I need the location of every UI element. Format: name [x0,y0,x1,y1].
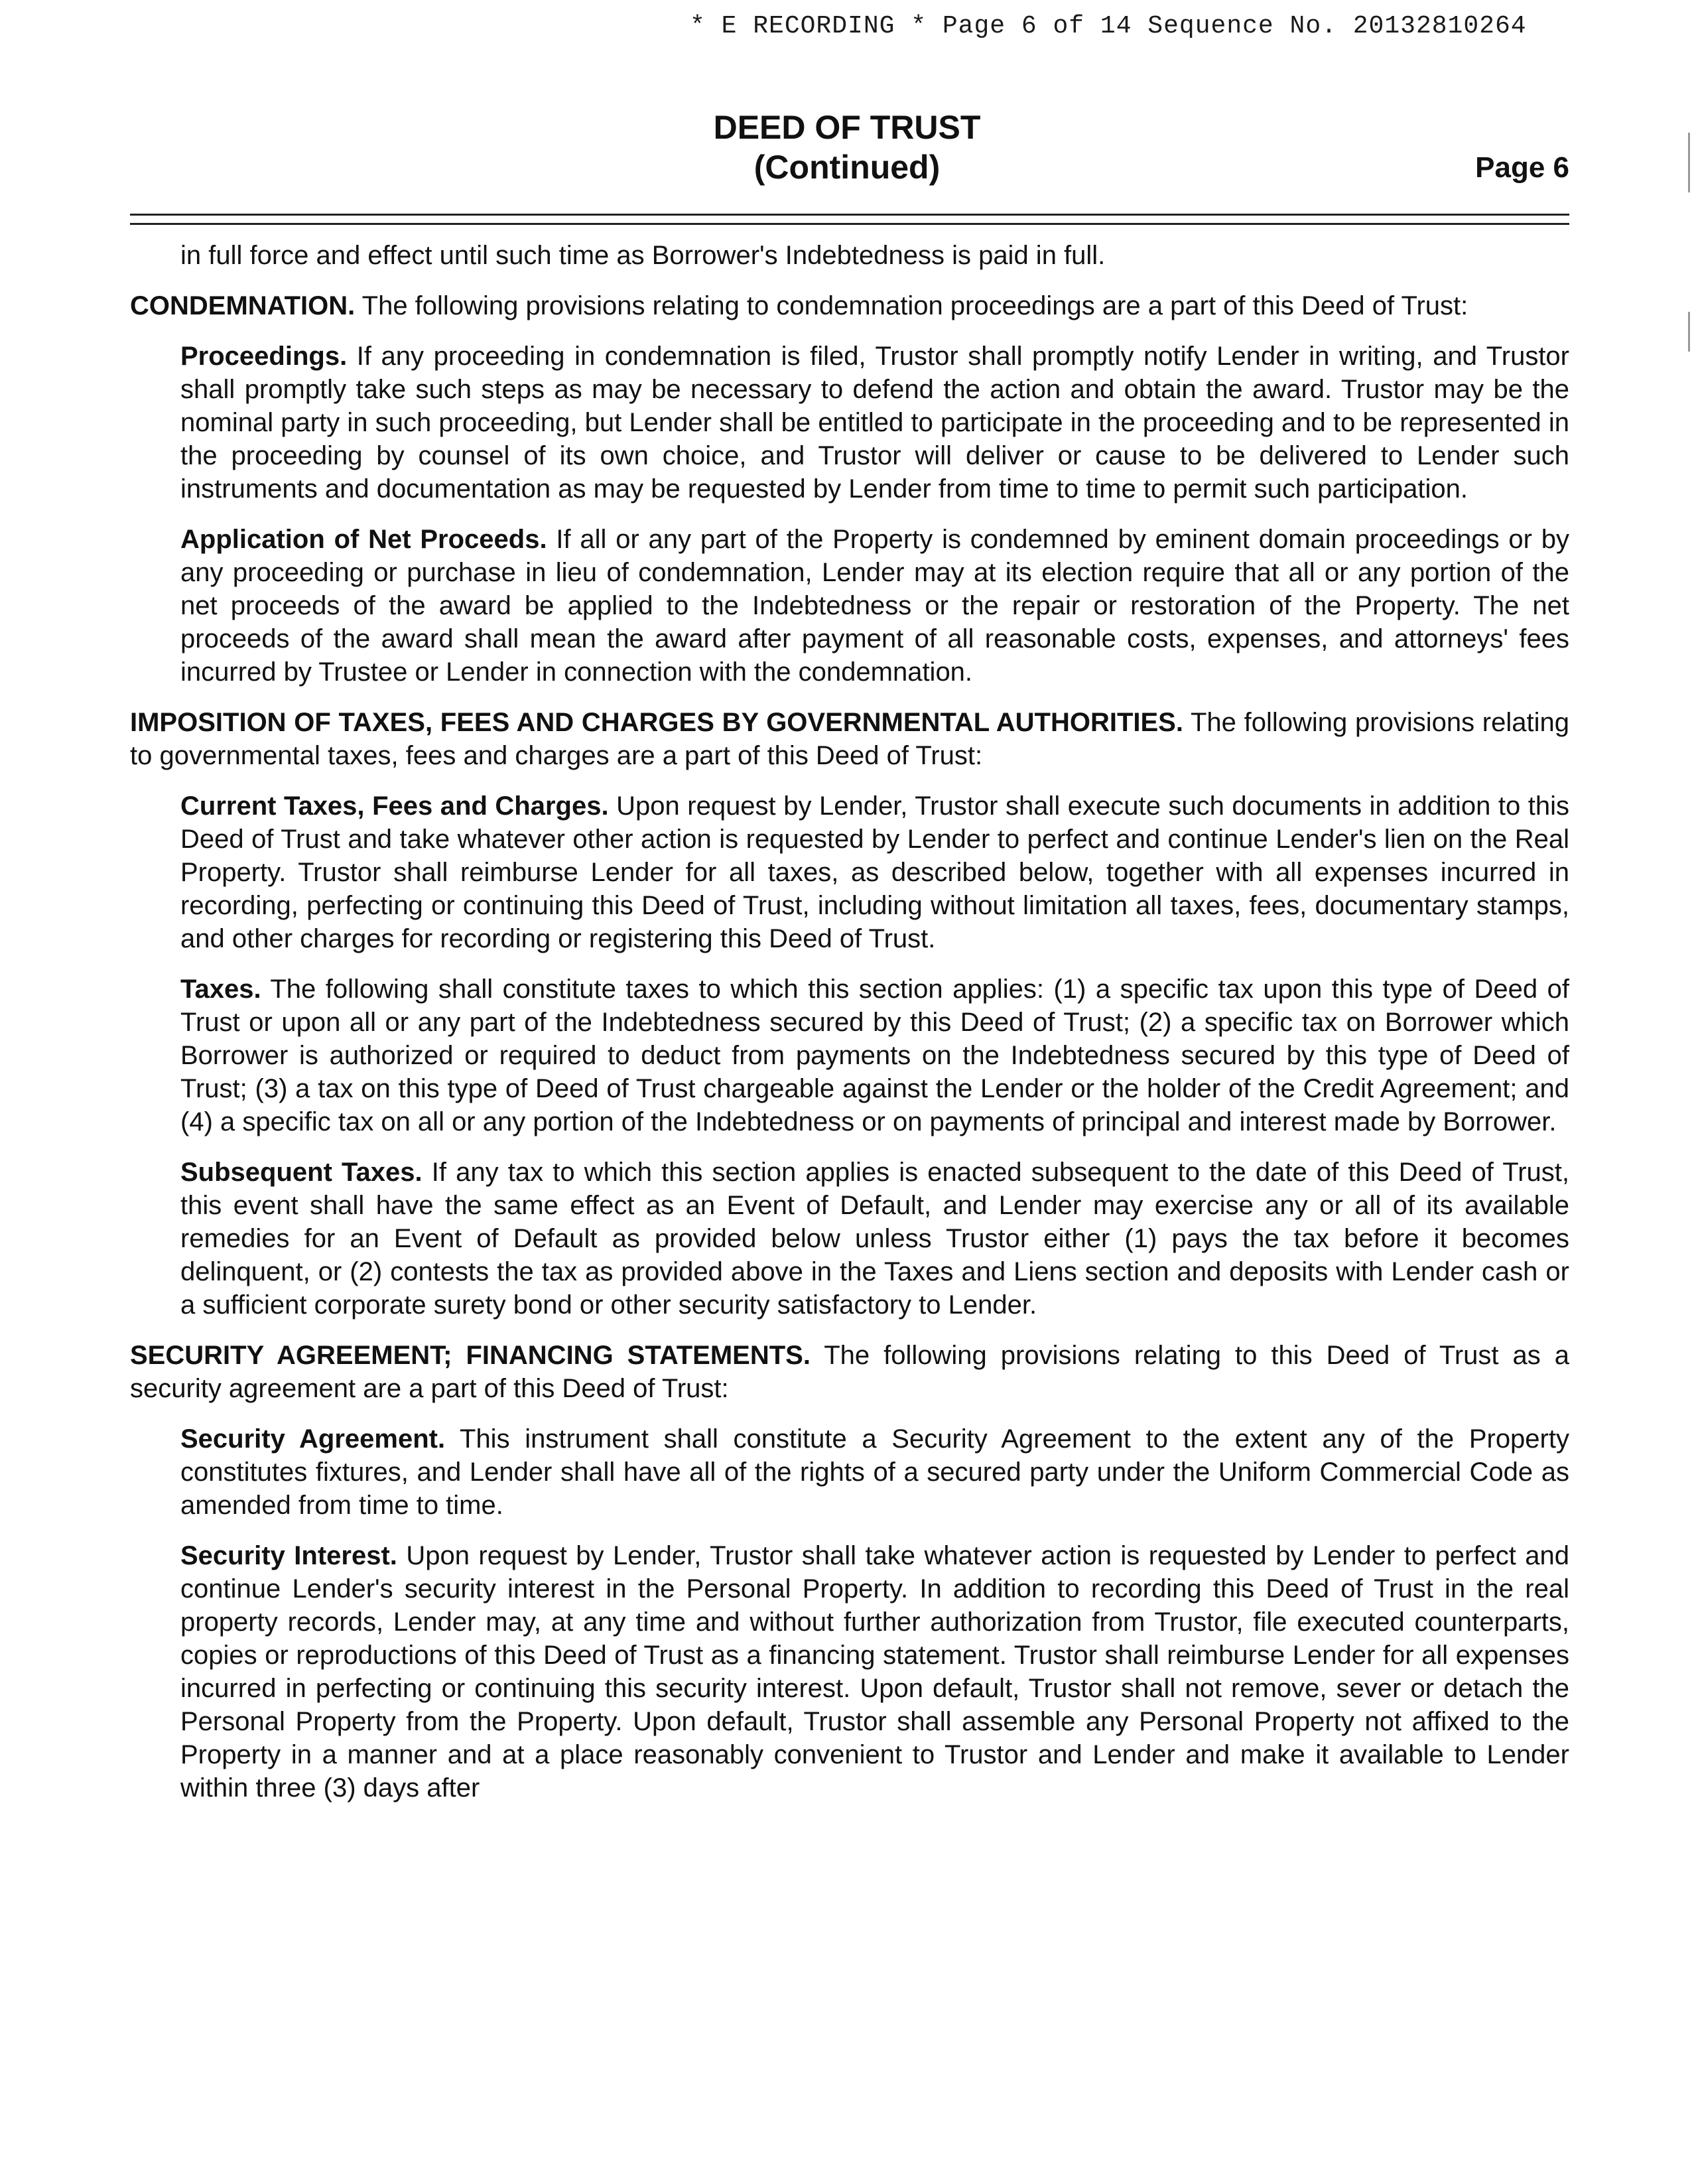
taxes-heading: Taxes. [180,975,261,1004]
current-taxes-text: Upon request by Lender, Trustor shall execute such documents in addition to this Deed of Trust and take whatever other action is requested by Lender to perfect and continue Lender's lien on the Real Property. Trustor shall reimburse Lender for all taxes, as described below, together with all expenses incurred in recording, perfecting or continuing this Deed of Trust, including without limitation all taxes, fees, documentary stamps, and other charges for recording or registering this Deed of Trust. [180,791,1569,953]
document-body [130,239,1569,1822]
recording-stamp: * E RECORDING * Page 6 of 14 Sequence No. 20132810264 [690,12,1527,40]
security-section-intro: The following provisions relating to this Deed of Trust as a security agreement are a part of this Deed of Trust: [130,1341,1569,1403]
taxes-paragraph [180,973,1569,1138]
subsequent-taxes-text: If any tax to which this section applies is enacted subsequent to the date of this Deed of Trust, this event shall have the same effect as an Event of Default, and Lender may exercise any or all of its available remedies for an Event of Default as provided below unless Trustor either (1) pays the tax before it becomes delinquent, or (2) contests the tax as provided above in the Taxes and Liens section and deposits with Lender cash or a sufficient corporate surety bond or other security satisfactory to Lender. [180,1158,1569,1320]
security-section-heading: SECURITY AGREEMENT; FINANCING STATEMENTS. [130,1341,811,1370]
subsequent-taxes-paragraph [180,1156,1569,1322]
security-agreement-paragraph [180,1422,1569,1522]
title-line-continued: (Continued) [753,149,941,186]
net-proceeds-heading: Application of Net Proceeds. [180,525,547,554]
current-taxes-heading: Current Taxes, Fees and Charges. [180,791,609,821]
net-proceeds-text: If all or any part of the Property is condemned by eminent domain proceedings or by any proceeding or purchase in lieu of condemnation, Lender may at its election require that all or any portion of the net proceeds of the award be applied to the Indebtedness or the repair or restoration of the Property. The net proceeds of the award shall mean the award after payment of all reasonable costs, expenses, and attorneys' fees incurred by Trustee or Lender in connection with the condemnation. [180,525,1570,687]
security-agreement-text: This instrument shall constitute a Security Agreement to the extent any of the Property constitutes fixtures, and Lender shall have all of the rights of a secured party under the Uniform Commercial Code as amended from time to time. [180,1424,1569,1520]
scan-margin-mark [1688,133,1690,192]
taxes-section-heading: IMPOSITION OF TAXES, FEES AND CHARGES BY GOVERNMENTAL AUTHORITIES. [130,708,1183,737]
taxes-text: The following shall constitute taxes to which this section applies: (1) a specific tax upon this type of Deed of Trust or upon all or any part of the Indebtedness secured by this Deed of Trust; (2) a specific tax on Borrower which Borrower is authorized or required to deduct from payments on the Indebtedness secured by this type of Deed of Trust; (3) a tax on this type of Deed of Trust chargeable against the Lender or the holder of the Credit Agreement; and (4) a specific tax on all or any portion of the Indebtedness or on payments of principal and interest made by Borrower. [180,975,1569,1136]
proceedings-text: If any proceeding in condemnation is filed, Trustor shall promptly notify Lender in writing, and Trustor shall promptly take such steps as may be necessary to defend the action and obtain the award. Trustor may be the nominal party in such proceeding, but Lender shall be entitled to participate in the proceeding and to be represented in the proceeding by counsel of its own choice, and Trustor will deliver or cause to be delivered to Lender such instruments and documentation as may be requested by Lender from time to time to permit such participation. [180,342,1569,504]
proceedings-paragraph [180,340,1569,506]
proceedings-heading: Proceedings. [180,342,348,371]
current-taxes-paragraph [180,789,1569,955]
taxes-section [130,706,1569,772]
security-section [130,1339,1569,1405]
security-interest-text: Upon request by Lender, Trustor shall take whatever action is requested by Lender to perfect and continue Lender's security interest in the Personal Property. In addition to recording this Deed of Trust in the real property records, Lender may, at any time and without further authorization from Trustor, file executed counterparts, copies or reproductions of this Deed of Trust as a financing statement. Trustor shall reimburse Lender for all expenses incurred in perfecting or continuing this security interest. Upon default, Trustor shall not remove, sever or detach the Personal Property from the Property. Upon default, Trustor shall assemble any Personal Property not affixed to the Property in a manner and at a place reasonably convenient to Trustor and Lender and make it available to Lender within three (3) days after [180,1541,1570,1803]
page-number: Page 6 [1475,151,1569,184]
document-title [0,107,1694,187]
subsequent-taxes-heading: Subsequent Taxes. [180,1158,423,1187]
condemnation-intro: The following provisions relating to condemnation proceedings are a part of this Deed of Trust: [355,291,1468,320]
header-rule-bottom [130,223,1569,225]
net-proceeds-paragraph [180,523,1569,689]
condemnation-heading: CONDEMNATION. [130,291,356,320]
scan-margin-mark [1688,312,1690,352]
condemnation-section [130,289,1569,322]
security-agreement-heading: Security Agreement. [180,1424,446,1454]
security-interest-paragraph [180,1539,1569,1805]
header-rule-top [130,214,1569,216]
continuation-paragraph: in full force and effect until such time as Borrower's Indebtedness is paid in full. [180,241,1106,270]
security-interest-heading: Security Interest. [180,1541,397,1570]
title-line-main: DEED OF TRUST [713,109,981,146]
taxes-section-intro: The following provisions relating to governmental taxes, fees and charges are a part of this Deed of Trust: [130,708,1569,770]
